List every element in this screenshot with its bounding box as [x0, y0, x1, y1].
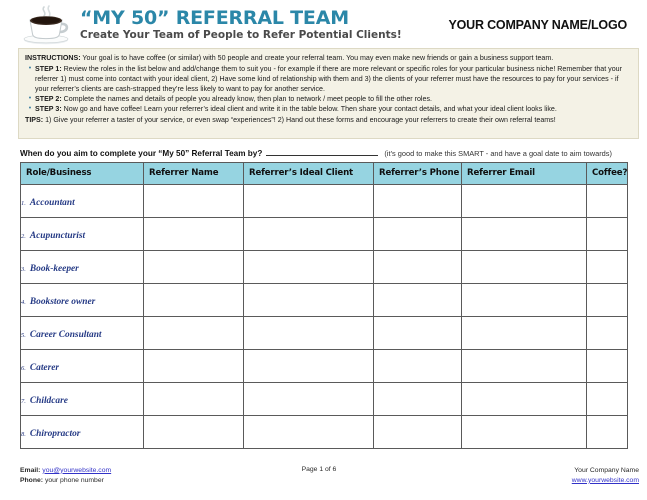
instructions-label: INSTRUCTIONS: [25, 54, 81, 62]
table-row [21, 184, 628, 217]
role-cell [21, 382, 144, 415]
referrer-name-cell[interactable] [144, 349, 244, 382]
ideal-client-cell[interactable] [244, 184, 374, 217]
role-number: 4. [21, 298, 26, 306]
email-cell[interactable] [462, 415, 587, 448]
page-subtitle: Create Your Team of People to Refer Potential Clients! [80, 29, 402, 42]
email-cell[interactable] [462, 184, 587, 217]
referrer-name-cell[interactable] [144, 184, 244, 217]
page-footer [20, 466, 639, 486]
role-cell [21, 415, 144, 448]
table-row [21, 250, 628, 283]
email-cell[interactable] [462, 283, 587, 316]
table-header [21, 162, 628, 184]
referrer-name-cell[interactable] [144, 217, 244, 250]
column-header-phone: Referrer’s Phone [374, 162, 462, 184]
role-cell [21, 349, 144, 382]
role-cell [21, 316, 144, 349]
coffee-cell[interactable] [587, 250, 628, 283]
completion-date-question: When do you aim to complete your “My 50” Referral Team by? [20, 148, 263, 158]
footer-email-link[interactable]: you@yourwebsite.com [42, 466, 112, 474]
instructions-lead [25, 53, 632, 63]
footer-website-link[interactable]: www.yourwebsite.com [571, 476, 639, 484]
instruction-step [25, 104, 632, 114]
role-cell [21, 217, 144, 250]
email-cell[interactable] [462, 349, 587, 382]
column-header-email: Referrer Email [462, 162, 587, 184]
coffee-cell[interactable] [587, 382, 628, 415]
title-block [80, 9, 402, 41]
coffee-cell[interactable] [587, 184, 628, 217]
footer-email-line [20, 466, 111, 476]
role-name: Book-keeper [29, 263, 79, 274]
phone-cell[interactable] [374, 217, 462, 250]
page-title: “MY 50” REFERRAL TEAM [80, 7, 349, 30]
coffee-cell[interactable] [587, 415, 628, 448]
phone-cell[interactable] [374, 250, 462, 283]
role-cell [21, 184, 144, 217]
role-number: 5. [21, 331, 26, 339]
completion-date-row [20, 146, 629, 158]
phone-cell[interactable] [374, 349, 462, 382]
email-cell[interactable] [462, 382, 587, 415]
email-cell[interactable] [462, 217, 587, 250]
footer-company-block [572, 466, 639, 486]
ideal-client-cell[interactable] [244, 415, 374, 448]
phone-cell[interactable] [374, 415, 462, 448]
footer-phone-line [20, 476, 111, 486]
table-row [21, 349, 628, 382]
referrer-name-cell[interactable] [144, 283, 244, 316]
coffee-cell[interactable] [587, 349, 628, 382]
phone-cell[interactable] [374, 316, 462, 349]
email-cell[interactable] [462, 316, 587, 349]
referrer-name-cell[interactable] [144, 382, 244, 415]
referral-team-table [20, 162, 628, 449]
phone-cell[interactable] [374, 283, 462, 316]
role-number: 8. [21, 430, 26, 438]
role-name: Acupuncturist [29, 230, 86, 241]
ideal-client-cell[interactable] [244, 382, 374, 415]
bullet-icon: • [28, 65, 32, 73]
role-number: 6. [21, 364, 26, 372]
coffee-cell[interactable] [587, 217, 628, 250]
role-cell [21, 250, 144, 283]
referrer-name-cell[interactable] [144, 415, 244, 448]
tips-label: TIPS: [25, 116, 44, 125]
instruction-step-body [35, 94, 632, 104]
step-label: STEP 3: [35, 105, 62, 114]
ideal-client-cell[interactable] [244, 349, 374, 382]
coffee-cell[interactable] [587, 316, 628, 349]
instructions-tips [25, 115, 632, 125]
step-text: Review the roles in the list below and add/change them to suit you - for example if there are more relevant or specific roles for your particular business niche! Remember that your referrer 1) must come into contact with your ideal client, 2) Have some kind of relationship with them and 3) the clients of your referrer must have the resources to pay for your services - if your referrer’s clients are cash-strapped they’re less likely to want to pay for another service. [35, 65, 622, 94]
role-name: Caterer [29, 362, 60, 373]
tips-text: 1) Give your referrer a taster of your service, or even swap “experiences”! 2) Hand out these forms and encourage your referrers to create their own referral teams! [43, 116, 556, 125]
step-label: STEP 1: [35, 65, 62, 74]
column-header-role: Role/Business [21, 162, 144, 184]
table-header-row [21, 162, 628, 184]
table-row [21, 415, 628, 448]
referrer-name-cell[interactable] [144, 316, 244, 349]
email-cell[interactable] [462, 250, 587, 283]
step-text: Now go and have coffee! Learn your referrer’s ideal client and write it in the table below. Then share your contact details, and what your ideal client looks like. [61, 105, 557, 114]
column-header-coffee: Coffee? [587, 162, 628, 184]
role-name: Career Consultant [29, 329, 102, 340]
coffee-cell[interactable] [587, 283, 628, 316]
role-number: 1. [21, 199, 26, 207]
role-name: Bookstore owner [29, 296, 96, 307]
step-label: STEP 2: [35, 95, 62, 104]
instruction-step [25, 64, 632, 94]
table-row [21, 382, 628, 415]
completion-date-note: (it’s good to make this SMART - and have a goal date to aim towards) [384, 148, 612, 158]
page-indicator: Page 1 of 6 [301, 465, 337, 473]
role-name: Accountant [29, 197, 75, 208]
table-row [21, 316, 628, 349]
footer-contact-block [20, 466, 111, 486]
ideal-client-cell[interactable] [244, 283, 374, 316]
role-number: 2. [21, 232, 26, 240]
step-text: Complete the names and details of people you already know, then plan to network / meet people to fill the other roles. [61, 95, 432, 104]
completion-date-input[interactable] [266, 146, 378, 156]
table-row [21, 283, 628, 316]
footer-phone-value: your phone number [44, 476, 104, 484]
bullet-icon: • [28, 105, 32, 113]
footer-phone-label: Phone: [20, 476, 44, 484]
phone-cell[interactable] [374, 184, 462, 217]
ideal-client-cell[interactable] [244, 316, 374, 349]
table-row [21, 217, 628, 250]
ideal-client-cell[interactable] [244, 217, 374, 250]
bullet-icon: • [28, 95, 32, 103]
column-header-ideal-client: Referrer’s Ideal Client [244, 162, 374, 184]
ideal-client-cell[interactable] [244, 250, 374, 283]
company-logo-placeholder: YOUR COMPANY NAME/LOGO [448, 18, 627, 32]
phone-cell[interactable] [374, 382, 462, 415]
instruction-step-body [35, 64, 632, 94]
table-body [21, 184, 628, 448]
role-cell [21, 283, 144, 316]
footer-company-name: Your Company Name [574, 466, 639, 474]
page-header [0, 0, 647, 46]
instructions-box [18, 48, 639, 139]
role-name: Chiropractor [29, 428, 81, 439]
referrer-name-cell[interactable] [144, 250, 244, 283]
instruction-step-body [35, 104, 632, 114]
role-number: 3. [21, 265, 26, 273]
instructions-lead-text: Your goal is to have coffee (or similar) with 50 people and create your referral team. You may even make new friends or gain a business support team. [80, 54, 554, 62]
coffee-cup-icon [20, 4, 74, 46]
footer-email-label: Email: [20, 466, 41, 474]
role-number: 7. [21, 397, 26, 405]
column-header-referrer-name: Referrer Name [144, 162, 244, 184]
role-name: Childcare [29, 395, 68, 406]
instruction-step [25, 94, 632, 104]
